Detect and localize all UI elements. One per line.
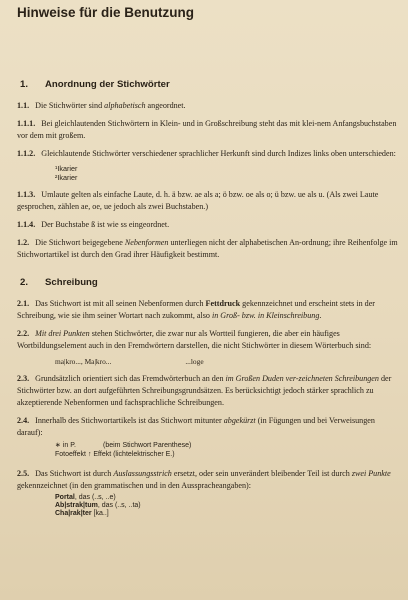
paragraph-1-1-3 [17, 189, 400, 213]
paragraph-number: 1.1.3. [17, 190, 36, 199]
paragraph-number: 1.1.1. [17, 119, 36, 128]
emphasis: im Großen Duden ver-zeichneten Schreibungen [225, 374, 379, 383]
paragraph-2-3 [17, 373, 400, 409]
example-word: ∗ in P. [55, 442, 76, 449]
paragraph-text: . [319, 311, 322, 320]
abbreviation-example [55, 451, 400, 460]
example-word: ¹Ikarier [55, 164, 78, 173]
paragraph-text: ersetzt, oder sein unverändert bleibender Teil ist durch [171, 469, 352, 478]
paragraph-text: unterliegen nicht der alphabetischen An-ordnung; ihre Reihenfolge im Stichwortartikel ist durch den Grad ihrer Häufigkeit bestimmt. [17, 238, 398, 259]
paragraph-text: Innerhalb des Stichwortartikels ist das Stichwort mitunter [35, 416, 224, 425]
paragraph-number: 1.2. [17, 238, 30, 247]
example-word: ...loge [185, 357, 204, 366]
abbreviation-examples [55, 442, 400, 459]
example-note: , das (..s, ..e) [74, 494, 116, 501]
example-note: (beim Stichwort Parenthese) [103, 442, 192, 449]
paragraph-number: 2.4. [17, 416, 30, 425]
emphasis: Nebenformen [124, 238, 169, 247]
paragraph-2-4 [17, 415, 400, 439]
paragraph-text: Das Stichwort ist durch [35, 469, 114, 478]
emphasis: in Groß- bzw. in Kleinschreibung [211, 311, 320, 320]
paragraph-2-5 [17, 468, 400, 492]
abbreviation-example [55, 442, 400, 451]
section-title: Schreibung [45, 277, 98, 288]
emphasis: abgekürzt [223, 416, 256, 425]
paragraph-number: 1.1. [17, 101, 30, 110]
example-note: [ka..] [91, 510, 109, 517]
example-word: Portal [55, 494, 75, 501]
paragraph-number: 2.2. [17, 329, 30, 338]
section-heading-1 [20, 79, 400, 90]
omission-example [55, 510, 400, 518]
paragraph-text: gekennzeichnet und erscheint stets in der Schreibung, wie sie ihm seiner Wortart nach zukommt, also [17, 299, 376, 320]
omission-example [55, 502, 400, 510]
emphasis: alphabetisch [104, 101, 146, 110]
paragraph-text: Die Stichwort beigegebene [35, 238, 125, 247]
paragraph-text: Die Stichwörter sind [35, 101, 105, 110]
emphasis: Auslassungsstrich [113, 469, 172, 478]
paragraph-text: Gleichlautende Stichwörter verschiedener sprachlicher Herkunft sind durch Indizes links oben unterschieden: [41, 149, 396, 158]
paragraph-1-1 [17, 100, 400, 112]
example-word: Cha|rak|ter [55, 510, 92, 517]
paragraph-1-1-2 [17, 148, 400, 160]
section-heading-2 [20, 277, 400, 288]
paragraph-number: 2.3. [17, 374, 30, 383]
paragraph-text: Das Stichwort ist mit all seinen Nebenformen durch [35, 299, 206, 308]
dots-examples [55, 357, 400, 366]
paragraph-number: 1.1.4. [17, 220, 36, 229]
paragraph-text: Grundsätzlich orientiert sich das Fremdwörterbuch an den [35, 374, 226, 383]
paragraph-2-2 [17, 328, 400, 352]
paragraph-number: 2.1. [17, 299, 30, 308]
paragraph-number: 1.1.2. [17, 149, 36, 158]
bold-text: Fettdruck [205, 299, 241, 308]
section-number: 2. [20, 277, 29, 288]
example-word: ²Ikarier [55, 173, 78, 182]
section-title: Anordnung der Stichwörter [45, 79, 170, 90]
paragraph-number: 2.5. [17, 469, 30, 478]
paragraph-text: Umlaute gelten als einfache Laute, d. h. ä bzw. ae als a; ö bzw. oe als o; ü bzw. ue als u. (Als zwei Laute gesprochen, zählen ae, oe, ue jedoch als zwei Buchstaben.) [17, 190, 379, 211]
index-examples [55, 164, 400, 182]
example-word: Fotoeffekt ↑ Effekt (lichtelektrischer E.) [55, 450, 175, 458]
omission-example [55, 494, 400, 502]
example-word: Ab|strak|tum [55, 502, 98, 509]
example-word: ma|kro..., Ma|kro... [55, 357, 112, 366]
paragraph-text: stehen Stichwörter, die zwar nur als Wortteil fungieren, die aber ein häufiges Wortbildungselement auch in den Fremdwörtern darstellen, die nicht Stichwörter in diesem Wörterbuch sind: [17, 329, 372, 350]
paragraph-text: der Stichwörter bzw. an dort aufgeführten Schreibungsgrundsätzen. Es berücksichtigt jedoch stärker sprachlich zu akzeptierende Nebenformen und fachsprachliche Schreibungen. [17, 374, 392, 407]
section-number: 1. [20, 79, 29, 90]
emphasis: Mit drei Punkten [35, 329, 90, 338]
example-note: , das (..s, ..ta) [97, 502, 141, 509]
paragraph-text: Bei gleichlautenden Stichwörtern in Klein- und in Großschreibung steht das mit klei-nem Anfangsbuchstaben vor dem mit großem. [17, 119, 397, 140]
document-title: Hinweise für die Benutzung [17, 5, 195, 20]
paragraph-text: angeordnet. [145, 101, 186, 110]
paragraph-1-1-4 [17, 219, 400, 231]
paragraph-2-1 [17, 298, 400, 322]
emphasis: zwei Punkte [351, 469, 391, 478]
paragraph-1-1-1 [17, 118, 400, 142]
paragraph-text: gekennzeichnet (in den grammatischen und in den Ausspracheangaben): [17, 481, 251, 490]
omission-examples [55, 494, 400, 518]
paragraph-1-2 [17, 237, 400, 261]
paragraph-text: Der Buchstabe ß ist wie ss eingeordnet. [41, 220, 170, 229]
paragraph-text: (in Fügungen und bei Verweisungen darauf): [17, 416, 375, 437]
